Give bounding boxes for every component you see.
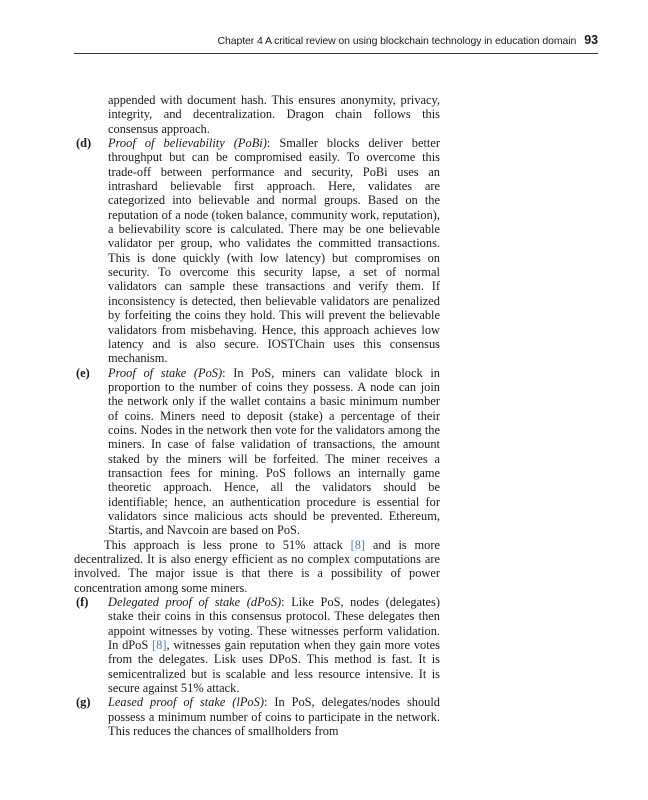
item-label: (f): [76, 595, 89, 610]
item-term: Delegated proof of stake (dPoS): [108, 595, 282, 610]
item-term: Proof of believability (PoBi): [108, 136, 267, 151]
item-text: : In PoS, miners can validate block in proportion to the number of coins they possess. A node can join the network only if the wallet contains a basic minimum number of coins. Miners need to deposit (stake) a percentage of their coins. Nodes in the network then vote for the validators among the miners. In case of false validation of transactions, the amount staked by the miners will be forfeited. The miner receives a transaction fees for mining. PoS follows an internally game theoretic approach. Hence, all the validators should be identifiable; hence, an authentication procedure is essential for validators since malicious acts should be prevented. Ethereum, Startis, and Navcoin are based on PoS.: [108, 365, 440, 538]
item-text: , witnesses gain reputation when they gain more votes from the delegates. Lisk uses DPoS. This method is fast. It is semicentralized but is scalable and less resource intensive. It is secure against 51% attack.: [108, 638, 440, 696]
citation-link[interactable]: [8]: [152, 638, 167, 653]
paragraph-text: This approach is less prone to 51% attack: [104, 537, 351, 552]
item-text: : In PoS, delegates/nodes should possess a minimum number of coins to participate in the network. This reduces the chances of smallholders from: [108, 695, 440, 739]
running-header: [0, 33, 598, 47]
list-item-f: [74, 595, 440, 695]
list-item-d: [74, 136, 440, 366]
header-rule: [74, 53, 598, 54]
item-label: (g): [76, 695, 91, 710]
item-term: Leased proof of stake (lPoS): [108, 695, 264, 710]
item-label: (e): [76, 365, 90, 380]
item-text: : Like PoS, nodes (delegates) stake their coins in this consensus protocol. These delegates then appoint witnesses by voting. These witnesses perform validation. In dPoS: [108, 595, 441, 653]
continued-paragraph: appended with document hash. This ensures anonymity, privacy, integrity, and decentralization. Dragon chain follows this consensus approach.: [108, 93, 440, 136]
paragraph-text: and is more decentralized. It is also energy efficient as no complex computations are involved. The major issue is that there is a possibility of power concentration among some miners.: [74, 537, 440, 595]
list-item-e: [74, 366, 440, 538]
item-term: Proof of stake (PoS): [108, 365, 223, 380]
page-number: 93: [584, 33, 598, 47]
chapter-title: Chapter 4 A critical review on using blockchain technology in education domain: [217, 35, 577, 47]
item-label: (d): [76, 136, 92, 151]
item-text: : Smaller blocks deliver better throughput but can be compromised easily. To overcome this trade-off between performance and security, PoBi uses an intrashard believable first approach. Here, validates are categorized into believable and normal groups. Based on the reputation of a node (token balance, community work, reputation), a believability score is calculated. There may be one believable validator per group, who validates the committed transactions. This is done quickly (with low latency) but compromises on security. To overcome this security lapse, a set of normal validators can sample these transactions and verify them. If inconsistency is detected, then believable validators are penalized by forfeiting the coins they hold. This will prevent the believable validators from misbehaving. Hence, this approach achieves low latency and is also secure. IOSTChain uses this consensus mechanism.: [108, 136, 440, 366]
citation-link[interactable]: [8]: [350, 537, 366, 552]
list-item-g: [74, 695, 440, 738]
body-paragraph: [74, 538, 440, 595]
body-text: [74, 93, 440, 738]
